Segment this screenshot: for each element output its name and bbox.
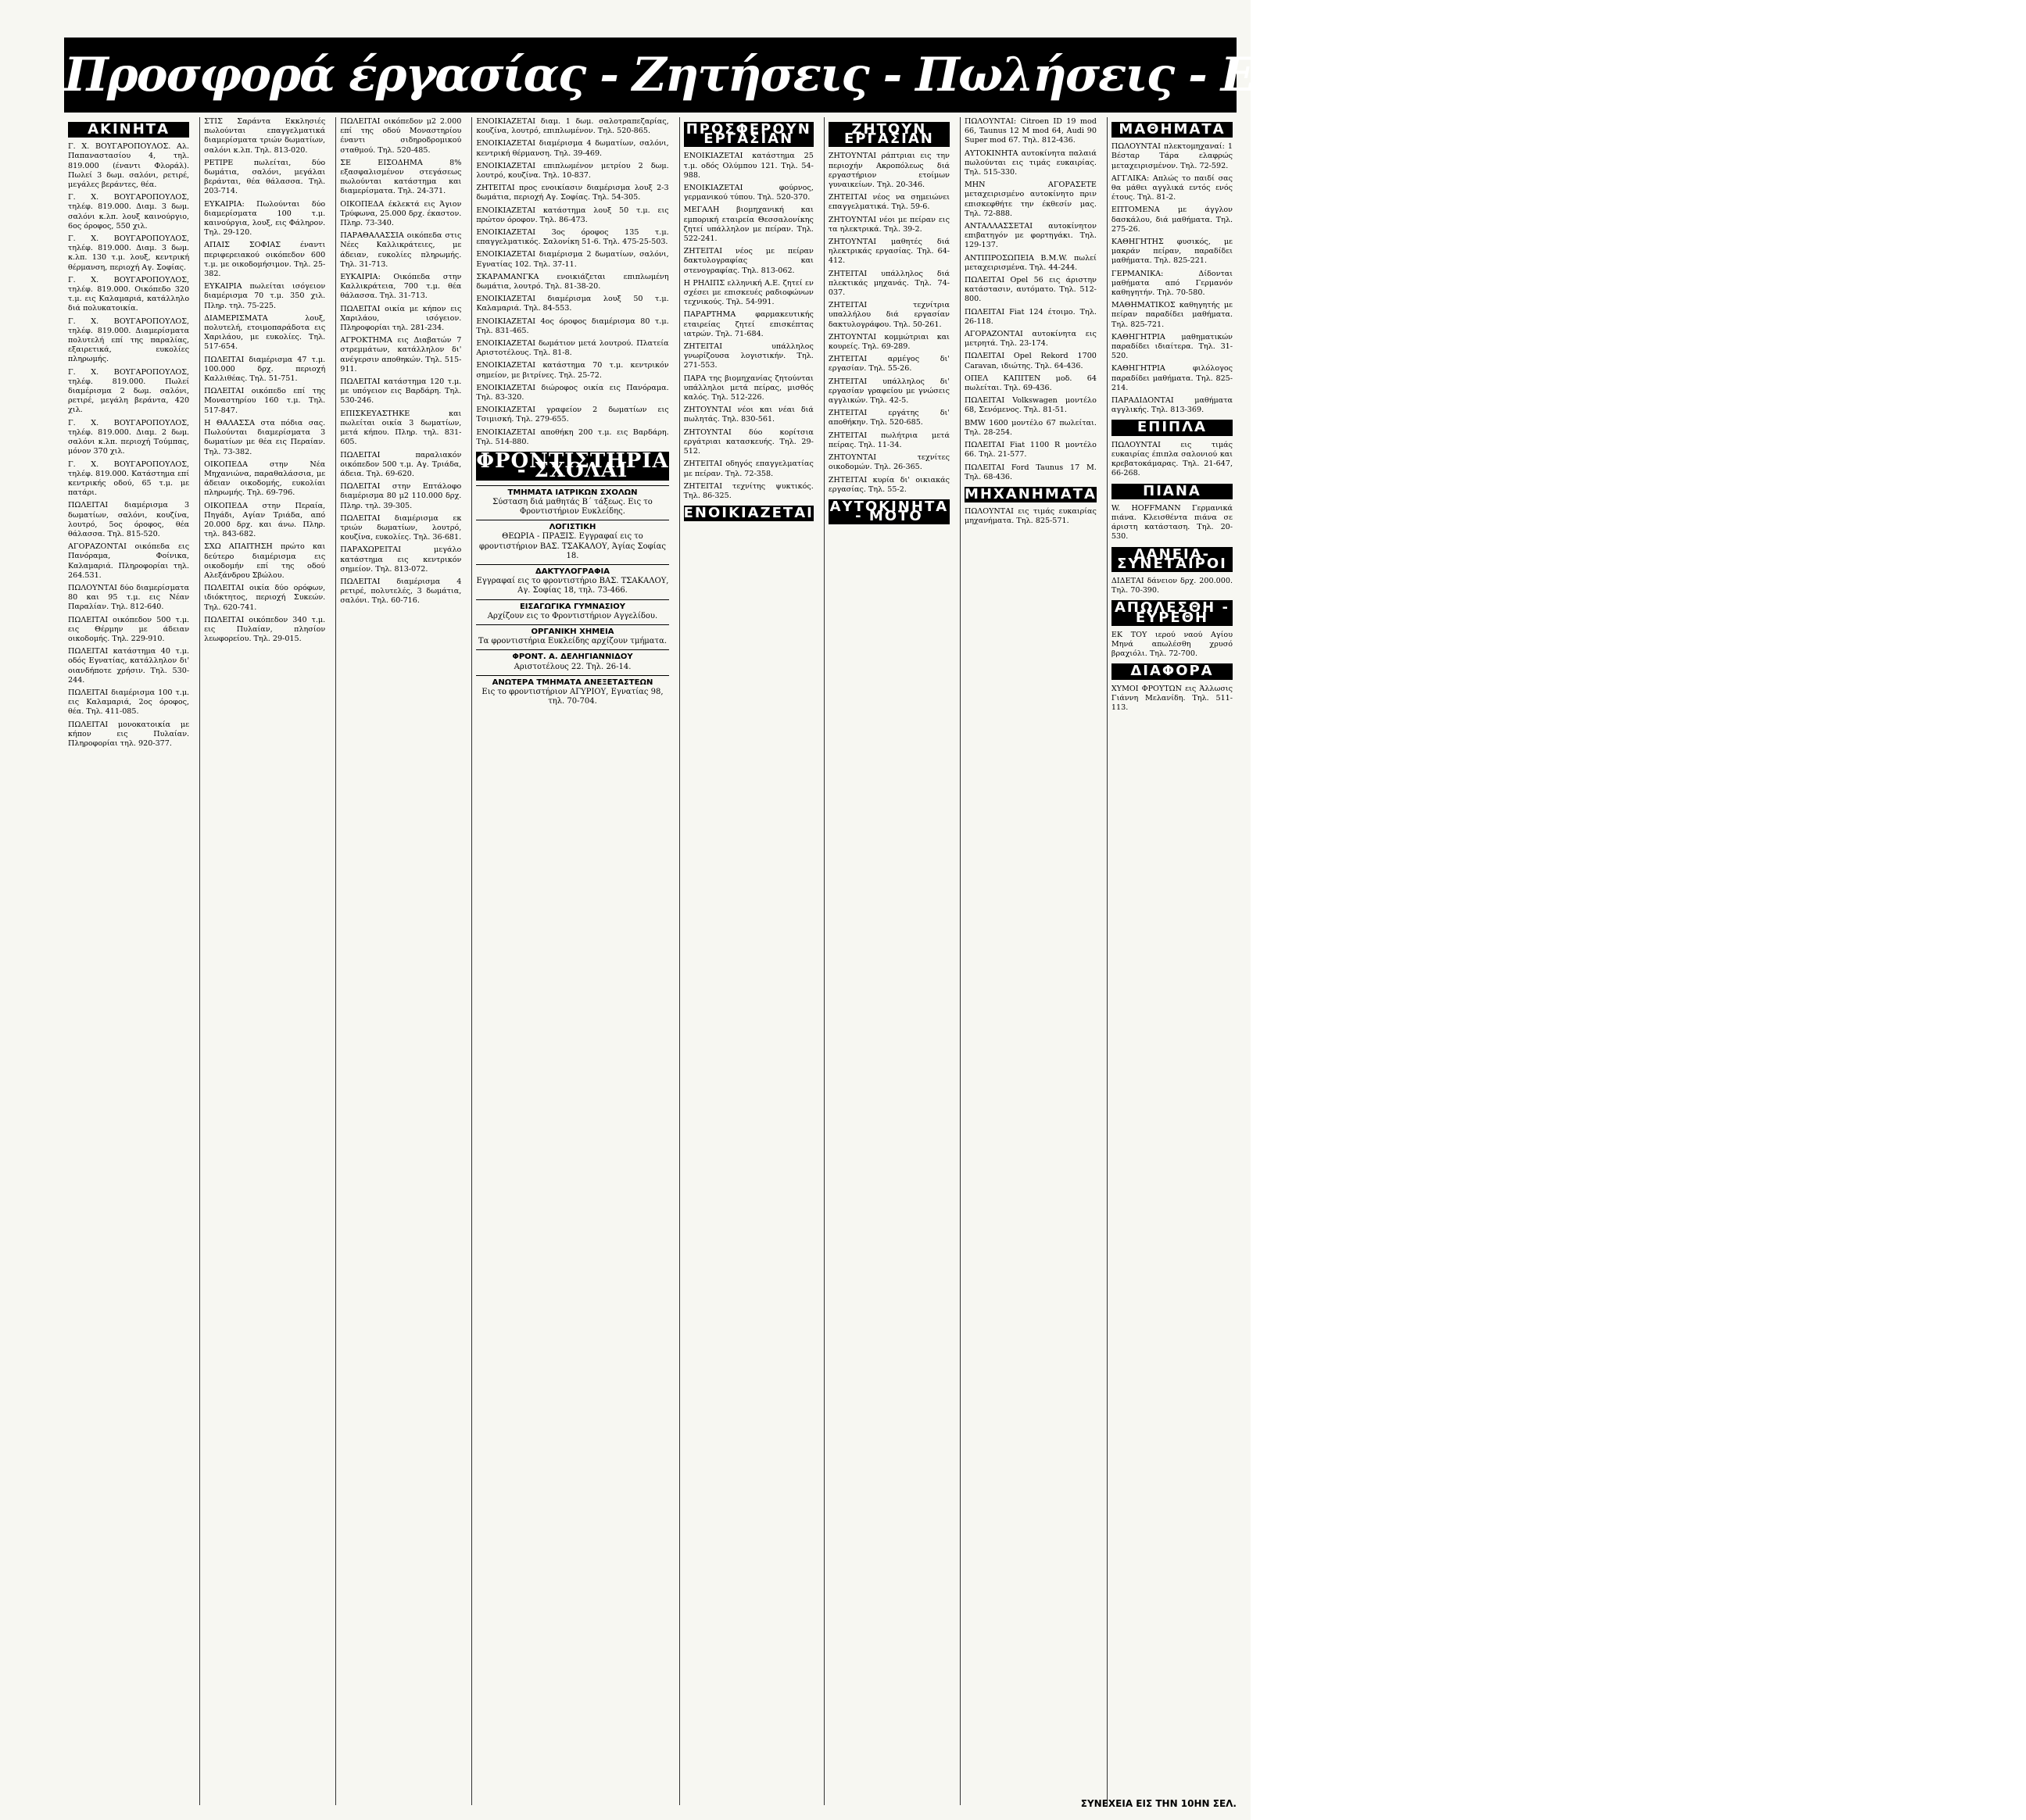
section-heading-piana: ΠΙΑΝΑ <box>1111 484 1233 499</box>
ad-piana: W. HOFFMANN Γερμανικά πιάνα. Κλεισθέντα πιάνα σε άριστη κατάσταση. Τηλ. 20-530. <box>1111 503 1233 542</box>
school-ad <box>476 520 668 561</box>
section-heading-prosferoun: ΠΡΟΣΦΕΡΟΥΝ ΕΡΓΑΣΙΑΝ <box>684 122 814 147</box>
school-ad <box>476 485 668 517</box>
classified-ad: Γ. Χ. ΒΟΥΓΑΡΟΠΟΥΛΟΣ, τηλέφ. 819.000. Οικόπεδο 320 τ.μ. εις Καλαμαριά, κατάλληλο διά πολυκατοικία. <box>68 275 190 313</box>
classified-ad: Γ. Χ. ΒΟΥΓΑΡΟΠΟΥΛΟΣ. Αλ. Παπαναστασίου 4, τηλ. 819.000 (έναντι Φλοράλ). Πωλεί 3 δωμ. σαλόνι, ρετιρέ, μεγάλες βεράντες, θέα. <box>68 142 190 190</box>
column-ads <box>1111 142 1233 415</box>
school-ad <box>476 624 668 646</box>
classified-ad: ΚΑΘΗΓΗΤΡΙΑ μαθηματικών παραδίδει ιδιαίτερα. Τηλ. 31-520. <box>1111 332 1233 361</box>
classified-ad: Γ. Χ. ΒΟΥΓΑΡΟΠΟΥΛΟΣ, τηλέφ. 819.000. Διαμ. 3 δωμ. σαλόνι κ.λπ. λουξ καινούργιο, 6ος όροφος, 550 χιλ. <box>68 193 190 231</box>
school-ad <box>476 675 668 707</box>
section-heading-zitoun: ΖΗΤΟΥΝ ΕΡΓΑΣΙΑΝ <box>829 122 950 147</box>
classifieds-columns <box>64 117 1237 1805</box>
classified-ad: ΕΝΟΙΚΙΑΖΕΤΑΙ κατάστημα 70 τ.μ. κεντρικόν σημείον, με βιτρίνες. Τηλ. 25-72. <box>476 361 669 380</box>
classified-ad: ΠΩΛΕΙΤΑΙ κατάστημα 40 τ.μ. οδός Εγνατίας, κατάλληλον δι' οιανδήποτε χρήσιν. Τηλ. 530-244. <box>68 647 190 685</box>
school-ad-title: ΟΡΓΑΝΙΚΗ ΧΗΜΕΙΑ <box>531 627 614 636</box>
classified-ad: ΑΠΑΙΣ ΣΟΦΙΑΣ έναντι περιφερειακού οικόπεδον 600 τ.μ. με οικοδομήσιμον. Τηλ. 25-382. <box>204 241 326 279</box>
classified-ad: ΖΗΤΕΙΤΑΙ αρμέγος δι' εργασίαν. Τηλ. 55-26. <box>828 355 950 374</box>
classified-ad: Γ. Χ. ΒΟΥΓΑΡΟΠΟΥΛΟΣ, τηλέφ. 819.000. Πωλεί διαμέρισμα 2 δωμ. σαλόνι, ρετιρέ, μεγάλη βεράντα, 420 χιλ. <box>68 367 190 415</box>
classified-ad: ΖΗΤΕΙΤΑΙ τεχνίτρια υπαλλήλου διά εργασίαν δακτυλογράφου. Τηλ. 50-261. <box>828 301 950 329</box>
classified-ad: ΠΩΛΕΙΤΑΙ οικόπεδον 340 τ.μ. εις Πυλαίαν, πλησίον λεωφορείου. Τηλ. 29-015. <box>204 615 326 644</box>
school-ad-body: Σύσταση διά μαθητάς Β΄ τάξεως. Εις το Φροντιστήριον Ευκλείδης. <box>492 497 653 516</box>
classified-ad: ΠΩΛΕΙΤΑΙ Volkswagen μοντέλο 68, Σενόμενος. Τηλ. 81-51. <box>964 396 1097 415</box>
classified-ad: ΠΑΡΑΘΑΛΑΣΣΙΑ οικόπεδα στις Νέες Καλλικράτειες, με άδειαν, ευκολίες πληρωμής. Τηλ. 31-713. <box>340 231 462 269</box>
classified-ad: ΠΩΛΕΙΤΑΙ Fiat 1100 R μοντέλο 66. Τηλ. 21-577. <box>964 441 1097 459</box>
classified-ad: ΖΗΤΟΥΝΤΑΙ τεχνίτες οικοδομών. Τηλ. 26-365. <box>828 453 950 472</box>
column-ads <box>684 152 814 501</box>
classified-ad: ΠΩΛΕΙΤΑΙ οικία με κήπον εις Χαριλάου, ισόγειον. Πληροφορίαι τηλ. 281-234. <box>340 304 462 333</box>
column-5 <box>679 117 818 1805</box>
classified-ad: BMW 1600 μοντέλο 67 πωλείται. Τηλ. 28-254. <box>964 418 1097 437</box>
column-ads <box>204 117 325 644</box>
classified-ad: ΑΝΤΑΛΛΑΣΣΕΤΑΙ αυτοκίνητον επιβατηγόν με φορτηγάκι. Τηλ. 129-137. <box>964 222 1097 250</box>
classified-ad: ΠΑΡΑΡΤΗΜΑ φαρμακευτικής εταιρείας ζητεί επισκέπτας ιατρών. Τηλ. 71-684. <box>683 310 814 338</box>
column-ads <box>340 117 461 606</box>
classified-ad: ΑΝΤΙΠΡΟΣΩΠΕΙΑ Β.Μ.W. πωλεί μεταχειρισμένα. Τηλ. 44-244. <box>964 253 1097 272</box>
classified-ad: ΠΩΛΕΙΤΑΙ κατάστημα 120 τ.μ. με υπόγειον εις Βαρδάρη. Τηλ. 530-246. <box>340 377 462 406</box>
classified-ad: ΠΩΛΟΥΝΤΑΙ: Citroen ID 19 mod 66, Taunus 12 M mod 64, Audi 90 Super mod 67. Τηλ. 812-436. <box>964 117 1097 145</box>
section-heading-apolesthi: ΑΠΩΛΕΣΘΗ - ΕΥΡΕΘΗ <box>1111 600 1233 625</box>
classified-ad: ΖΗΤΟΥΝΤΑΙ νέοι και νέαι διά πωλητάς. Τηλ. 830-561. <box>683 406 814 424</box>
classified-ad: Η ΘΑΛΑΣΣΑ στα πόδια σας. Πωλούνται διαμερίσματα 3 δωματίων με θέα εις Περαίαν. Τηλ. 73-382. <box>204 418 326 456</box>
classified-ad: ΕΥΚΑΙΡΙΑ: Πωλούνται δύο διαμερίσματα 100 τ.μ. καινούργια, λουξ, εις Φάληρον. Τηλ. 29-120. <box>204 199 326 238</box>
classified-ad: ΕΝΟΙΚΙΑΖΕΤΑΙ διαμέρισμα 4 δωματίων, σαλόνι, κεντρική θέρμανση. Τηλ. 39-469. <box>476 139 669 158</box>
classified-ad: ΠΩΛΕΙΤΑΙ Opel Rekord 1700 Caravan, ιδιώτης. Τηλ. 64-436. <box>964 352 1097 370</box>
section-heading-mixanimata: ΜΗΧΑΝΗΜΑΤΑ <box>964 485 1097 502</box>
classified-ad: ΕΥΚΑΙΡΙΑ: Οικόπεδα στην Καλλικράτεια, 700 τ.μ. θέα θάλασσα. Τηλ. 31-713. <box>340 273 462 301</box>
classified-ad: ΖΗΤΟΥΝΤΑΙ κομμώτριαι και κουρείς. Τηλ. 69-289. <box>828 332 950 352</box>
classified-ad: ΕΝΟΙΚΙΑΖΕΤΑΙ 4ος όροφος διαμέρισμα 80 τ.μ. Τηλ. 831-465. <box>476 316 669 335</box>
classified-ad: ΠΑΡΑΧΩΡΕΙΤΑΙ μεγάλο κατάστημα εις κεντρικόν σημείον. Τηλ. 813-072. <box>340 545 462 574</box>
school-ad <box>476 599 668 621</box>
classified-ad: ΕΠΤΟΜΕΝΑ με άγγλον δασκάλου, διά μαθήματα. Τηλ. 275-26. <box>1111 206 1233 234</box>
ad-epipla: ΠΩΛΟΥΝΤΑΙ εις τιμάς ευκαιρίας έπιπλα σαλονιού και κρεβατοκάμαρας. Τηλ. 21-647, 66-268. <box>1111 440 1233 478</box>
ad-mixanimata: ΠΩΛΟΥΝΤΑΙ εις τιμάς ευκαιρίας μηχανήματα. Τηλ. 825-571. <box>964 507 1097 526</box>
classified-ad: ΚΑΘΗΓΗΤΡΙΑ φιλόλογος παραδίδει μαθήματα. Τηλ. 825-214. <box>1111 364 1233 392</box>
classified-ad: ΕΝΟΙΚΙΑΖΕΤΑΙ επιπλωμένον μετρίου 2 δωμ. λουτρό, κουζίνα. Τηλ. 10-837. <box>476 161 669 181</box>
classified-ad: ΠΩΛΟΥΝΤΑΙ δύο διαμερίσματα 80 και 95 τ.μ. εις Νέαν Παραλίαν. Τηλ. 812-640. <box>68 583 190 612</box>
classified-ad: ΖΗΤΕΙΤΑΙ τεχνίτης ψυκτικός. Τηλ. 86-325. <box>683 481 814 500</box>
classified-ad: ΠΩΛΕΙΤΑΙ Opel 56 εις άριστην κατάστασιν, αυτόματο. Τηλ. 512-800. <box>964 276 1097 304</box>
column-4 <box>471 117 672 1805</box>
classified-ad: ΕΝΟΙΚΙΑΖΕΤΑΙ διαμέρισμα 2 δωματίων, σαλόνι, Εγνατίας 102. Τηλ. 37-11. <box>476 250 669 269</box>
classified-ad: ΠΑΡΑΔΙΔΟΝΤΑΙ μαθήματα αγγλικής. Τηλ. 813-369. <box>1111 396 1233 415</box>
classified-ad: ΠΩΛΕΙΤΑΙ διαμέρισμα 100 τ.μ. εις Καλαμαριά, 2ος όροφος, θέα. Τηλ. 411-085. <box>68 688 190 717</box>
classified-ad: ΑΓΡΟΚΤΗΜΑ εις Διαβατών 7 στρεμμάτων, κατάλληλον δι' ανέγερσιν αποθηκών. Τηλ. 515-911. <box>340 336 462 374</box>
column-3 <box>335 117 465 1805</box>
classified-ad: ΜΕΓΑΛΗ βιομηχανική και εμπορική εταιρεία Θεσσαλονίκης ζητεί υπάλληλον με πείραν. Τηλ. 522-241. <box>683 206 814 244</box>
classified-ad: Η ΡΗΛΙΠΣ ελληνική Α.Ε. ζητεί εν σχέσει με επισκευές ραδιοφώνων τεχνικούς. Τηλ. 54-991. <box>683 278 814 307</box>
classified-ad: ΖΗΤΕΙΤΑΙ προς ενοικίασιν διαμέρισμα λουξ 2-3 δωμάτια, περιοχή Αγ. Σοφίας. Τηλ. 54-305. <box>476 184 669 202</box>
continued-note: ΣΥΝΕΧΕΙΑ ΕΙΣ ΤΗΝ 10ΗΝ ΣΕΛ. <box>1080 1798 1237 1809</box>
classified-ad: ΖΗΤΟΥΝΤΑΙ μαθητές διά ηλεκτρικάς εργασίας. Τηλ. 64-412. <box>828 238 950 266</box>
page-banner: Προσφορά έργασίας - Ζητήσεις - Πωλήσεις - Ενοικιάσεις - Άγοραί - Ακίνητα <box>64 38 1237 113</box>
classified-ad: Γ. Χ. ΒΟΥΓΑΡΟΠΟΥΛΟΣ, τηλέφ. 819.000. Διαμερίσματα πολυτελή επί της παραλίας, εξαιρετικά, ευκολίες πληρωμής. <box>68 316 190 364</box>
classified-ad: ΠΩΛΕΙΤΑΙ διαμέρισμα 47 τ.μ. 100.000 δρχ. περιοχή Καλλιθέας. Τηλ. 51-751. <box>204 355 326 384</box>
section-heading-enoikiazetai: ΕΝΟΙΚΙΑΖΕΤΑΙ <box>683 505 814 522</box>
school-ad-body: Εις το φροντιστήριον ΑΓΥΡΙΟΥ, Εγνατίας 98, τηλ. 70-704. <box>481 687 664 706</box>
classified-ad: ΠΩΛΕΙΤΑΙ διαμέρισμα 4 ρετιρέ, πολυτελές, 3 δωμάτια, σαλόνι. Τηλ. 60-716. <box>340 577 462 606</box>
classified-ad: ΕΝΟΙΚΙΑΖΕΤΑΙ κατάστημα 25 τ.μ. οδός Ολύμπου 121. Τηλ. 54-988. <box>683 152 814 180</box>
classified-ad: ΕΝΟΙΚΙΑΖΕΤΑΙ αποθήκη 200 τ.μ. εις Βαρδάρη. Τηλ. 514-880. <box>476 427 669 446</box>
classified-ad: ΕΝΟΙΚΙΑΖΕΤΑΙ κατάστημα λουξ 50 τ.μ. εις πρώτον όροφον. Τηλ. 86-473. <box>476 206 669 224</box>
classified-ad: ΠΩΛΕΙΤΑΙ οικόπεδον μ2 2.000 επί της οδού Μοναστηρίου έναντι σιδηροδρομικού σταθμού. Τηλ. 520-485. <box>340 117 462 155</box>
classified-ad: ΠΩΛΕΙΤΑΙ Fiat 124 έτοιμο. Τηλ. 26-118. <box>964 307 1097 326</box>
classified-ad: ΣΧΩ ΑΠΑΙΤΗΣΗ πρώτο και δεύτερο διαμέρισμα εις οικοδομήν επί της οδού Αλεξάνδρου Σβώλου. <box>204 542 326 580</box>
classified-ad: ΖΗΤΟΥΝΤΑΙ ράπτριαι εις την περιοχήν Ακροπόλεως διά εργαστήριον ετοίμων γυναικείων. Τηλ. 20-346. <box>828 152 950 190</box>
classified-ad: ΠΩΛΕΙΤΑΙ Ford Taunus 17 Μ. Τηλ. 68-436. <box>964 463 1097 481</box>
school-ad-title: ΛΟΓΙΣΤΙΚΗ <box>549 523 596 532</box>
classified-ad: ΓΕΡΜΑΝΙΚΑ: Δίδονται μαθήματα από Γερμανόν καθηγητήν. Τηλ. 70-580. <box>1111 269 1233 298</box>
school-ad-title: ΑΝΩΤΕΡΑ ΤΜΗΜΑΤΑ ΑΝΕΞΕΤΑΣΤΕΩΝ <box>492 678 653 687</box>
section-heading-diafora: ΔΙΑΦΟΡΑ <box>1111 663 1233 679</box>
classified-ad: ΕΠΙΣΚΕΥΑΣΤΗΚΕ και πωλείται οικία 3 δωματίων, μετά κήπου. Πληρ. τηλ. 831-605. <box>340 409 462 447</box>
ad-diafora: ΧΥΜΟΙ ΦΡΟΥΤΩΝ εις Άλλωσις Γιάννη Μελανίδη. Τηλ. 511-113. <box>1111 684 1233 712</box>
classified-ad: ΖΗΤΕΙΤΑΙ πωλήτρια μετά πείρας. Τηλ. 11-34. <box>828 431 950 449</box>
classified-ad: Γ. Χ. ΒΟΥΓΑΡΟΠΟΥΛΟΣ, τηλέφ. 819.000. Διαμ. 2 δωμ. σαλόνι κ.λπ. περιοχή Τούμπας, μόνον 370 χιλ. <box>68 418 190 456</box>
classified-ad: ΡΕΤΙΡΕ πωλείται, δύο δωμάτια, σαλόνι, μεγάλαι βεράνται, θέα θάλασσα. Τηλ. 203-714. <box>204 158 326 196</box>
classified-ad: ΕΝΟΙΚΙΑΖΕΤΑΙ γραφείον 2 δωματίων εις Τσιμισκή. Τηλ. 279-655. <box>476 406 669 424</box>
classified-ad: ΚΑΘΗΓΗΤΗΣ φυσικός, με μακράν πείραν, παραδίδει μαθήματα. Τηλ. 825-221. <box>1111 238 1233 266</box>
ad-daneia: ΔΙΔΕΤΑΙ δάνειον δρχ. 200.000. Τηλ. 70-390. <box>1111 576 1233 595</box>
school-ad-body: Εγγραφαί εις το φροντιστήριο ΒΑΣ. ΤΣΑΚΑΛΟΥ, Αγ. Σοφίας 18, τηλ. 73-466. <box>476 577 669 595</box>
section-heading-akinita: ΑΚΙΝΗΤΑ <box>68 122 189 138</box>
classified-ad: ΠΩΛΕΙΤΑΙ παραλιακόν οικόπεδον 500 τ.μ. Αγ. Τριάδα, άδεια. Τηλ. 69-620. <box>340 450 462 478</box>
section-heading-daneia: ΔΑΝΕΙΑ-ΣΥΝΕΤΑΙΡΟΙ <box>1111 547 1233 572</box>
classified-ad: ΖΗΤΕΙΤΑΙ υπάλληλος γνωρίζουσα λογιστικήν. Τηλ. 271-553. <box>683 342 814 370</box>
classified-ad: ΣΚΑΡΑΜΑΝΓΚΑ ενοικιάζεται επιπλωμένη δωμάτια, λουτρό. Τηλ. 81-38-20. <box>476 272 669 291</box>
classified-ad: ΖΗΤΕΙΤΑΙ νέος να σημειώνει επαγγελματικά. Τηλ. 59-6. <box>828 193 950 212</box>
classified-ad: ΖΗΤΕΙΤΑΙ υπάλληλος δι' εργασίαν γραφείου με γνώσεις αγγλικών. Τηλ. 42-5. <box>828 377 950 406</box>
classified-ad: ΟΙΚΟΠΕΔΑ στην Περαία, Πηγάδι, Αγίαν Τριάδα, από 20.000 δρχ. και άνω. Πληρ. τηλ. 843-682. <box>204 501 326 539</box>
classified-ad: ΕΝΟΙΚΙΑΖΕΤΑΙ διαμ. 1 δωμ. σαλοτραπεζαρίας, κουζίνα, λουτρό, επιπλωμένον. Τηλ. 520-865. <box>476 117 669 136</box>
classified-ad: ΕΥΚΑΙΡΙΑ πωλείται ισόγειον διαμέρισμα 70 τ.μ. 350 χιλ. Πληρ. τηλ. 75-225. <box>204 282 326 310</box>
school-ad-title: ΦΡΟΝΤ. Α. ΔΕΛΗΓΙΑΝΝΙΔΟΥ <box>512 653 633 662</box>
classified-ad: ΜΗΝ ΑΓΟΡΑΣΕΤΕ μεταχειρισμένο αυτοκίνητο πριν επισκεφθήτε την έκθεσίν μας. Τηλ. 72-888. <box>964 181 1097 218</box>
classified-ad: Γ. Χ. ΒΟΥΓΑΡΟΠΟΥΛΟΣ, τηλέφ. 819.000. Κατάστημα επί κεντρικής οδού, 65 τ.μ. με πατάρι. <box>68 459 190 498</box>
column-ads <box>965 117 1097 482</box>
classified-ad: ΖΗΤΟΥΝΤΑΙ νέοι με πείραν εις τα ηλεκτρικά. Τηλ. 39-2. <box>828 215 950 234</box>
classified-ad: ΕΝΟΙΚΙΑΖΕΤΑΙ δωμάτιον μετά λουτρού. Πλατεία Αριστοτέλους. Τηλ. 81-8. <box>476 339 669 358</box>
classified-ad: ΑΓΟΡΑΖΟΝΤΑΙ οικόπεδα εις Πανόραμα, Φοίνικα, Καλαμαριά. Πληροφορίαι τηλ. 264.531. <box>68 542 190 580</box>
classified-ad: ΖΗΤΕΙΤΑΙ υπάλληλος διά πλεκτικάς μηχανάς. Τηλ. 74-037. <box>828 269 950 298</box>
classified-ad: ΑΓΓΛΙΚΑ: Απλώς το παιδί σας θα μάθει αγγλικά εντός ενός έτους. Τηλ. 81-2. <box>1111 173 1233 202</box>
classified-ad: ΠΩΛΕΙΤΑΙ στην Επτάλοφο διαμέρισμα 80 μ2 110.000 δρχ. Πληρ. τηλ. 39-305. <box>340 482 462 510</box>
schools-list <box>476 485 668 707</box>
classified-ad: ΠΩΛΕΙΤΑΙ διαμέρισμα εκ τριών δωματίων, λουτρό, κουζίνα, ευκολίες. Τηλ. 36-681. <box>340 513 462 542</box>
school-ad-title: ΤΜΗΜΑΤΑ ΙΑΤΡΙΚΩΝ ΣΧΟΛΩΝ <box>507 488 638 497</box>
classified-ad: ΕΝΟΙΚΙΑΖΕΤΑΙ 3ος όροφος 135 τ.μ. επαγγελματικός. Σαλονίκη 51-6. Τηλ. 475-25-503. <box>476 228 669 247</box>
school-ad-body: Αρχίζουν εις το Φροντιστήριον Αγγελίδου. <box>487 611 658 620</box>
classified-ad: ΠΩΛΕΙΤΑΙ μονοκατοικία με κήπον εις Πυλαίαν. Πληροφορίαι τηλ. 920-377. <box>68 720 190 748</box>
column-2 <box>199 117 329 1805</box>
classified-ad: ΠΑΡΑ της βιομηχανίας ζητούνται υπάλληλοι μετά πείρας, μισθός καλός. Τηλ. 512-226. <box>683 374 814 402</box>
section-heading-frontistiria: ΦΡΟΝΤΙΣΤΗΡΙΑ - ΣΧΟΛΑΙ <box>476 449 669 483</box>
school-ad <box>476 649 668 671</box>
classified-ad: ΠΩΛΕΙΤΑΙ οικόπεδο επί της Μοναστηρίου 160 τ.μ. Τηλ. 517-847. <box>204 387 326 415</box>
classified-ad: ΑΓΟΡΑΖΟΝΤΑΙ αυτοκίνητα εις μετρητά. Τηλ. 23-174. <box>964 330 1097 349</box>
column-ads <box>829 152 950 495</box>
classified-ad: ΣΤΙΣ Σαράντα Εκκλησιές πωλούνται επαγγελματικά διαμερίσματα τριών δωματίων, σαλόνι κ.λπ. Τηλ. 813-020. <box>204 117 326 155</box>
school-ad-body: ΘΕΩΡΙΑ - ΠΡΑΞΙΣ. Εγγραφαί εις το φροντιστήριον ΒΑΣ. ΤΣΑΚΑΛΟΥ, Άγίας Σοφίας 18. <box>479 532 666 560</box>
classified-ad: Γ. Χ. ΒΟΥΓΑΡΟΠΟΥΛΟΣ, τηλέφ. 819.000. Διαμ. 3 δωμ. κ.λπ. 130 τ.μ. λουξ, κεντρική θέρμανση, περιοχή Αγ. Σοφίας. <box>68 234 190 272</box>
classified-ad: ΟΠΕΛ ΚΑΠΙΤΕΝ μοδ. 64 πωλείται. Τηλ. 69-436. <box>964 374 1097 393</box>
school-ad-body: Αριστοτέλους 22. Τηλ. 26-14. <box>514 662 632 671</box>
column-6 <box>824 117 954 1805</box>
classified-ad: ΕΝΟΙΚΙΑΖΕΤΑΙ διώροφος οικία εις Πανόραμα. Τηλ. 83-320. <box>476 383 669 402</box>
school-ad <box>476 564 668 596</box>
column-ads <box>68 142 189 749</box>
classified-ad: ΔΙΑΜΕΡΙΣΜΑΤΑ λουξ, πολυτελή, ετοιμοπαράδοτα εις Χαριλάου, με ευκολίες. Τηλ. 517-654. <box>204 313 326 352</box>
section-heading-mathimata: ΜΑΘΗΜΑΤΑ <box>1111 122 1233 138</box>
column-1 <box>64 117 193 1805</box>
classified-ad: ΠΩΛΕΙΤΑΙ οικόπεδον 500 τ.μ. εις Θέρμην με άδειαν οικοδομής. Τηλ. 229-910. <box>68 615 190 643</box>
classified-ad: ΠΩΛΕΙΤΑΙ οικία δύο ορόφων, ιδιόκτητος, περιοχή Συκεών. Τηλ. 620-741. <box>204 584 326 612</box>
classified-ad: ΖΗΤΕΙΤΑΙ οδηγός επαγγελματίας με πείραν. Τηλ. 72-358. <box>683 459 814 478</box>
classified-ad: ΖΗΤΕΙΤΑΙ νέος με πείραν δακτυλογραφίας και στενογραφίας. Τηλ. 813-062. <box>683 247 814 275</box>
classified-ad: ΠΩΛΕΙΤΑΙ διαμέρισμα 3 δωματίων, σαλόνι, κουζίνα, λουτρό, 5ος όροφος, θέα θάλασσα. Τηλ. 815-520. <box>68 501 190 538</box>
classified-ad: ΖΗΤΕΙΤΑΙ εργάτης δι' αποθήκην. Τηλ. 520-685. <box>828 409 950 427</box>
classified-ad: ΑΥΤΟΚΙΝΗΤΑ αυτοκίνητα παλαιά πωλούνται εις τιμάς ευκαιρίας. Τηλ. 515-330. <box>964 148 1097 177</box>
classified-ad: ΖΗΤΕΙΤΑΙ κυρία δι' οικιακάς εργασίας. Τηλ. 55-2. <box>828 475 950 494</box>
section-heading-epipla: ΕΠΙΠΛΑ <box>1111 420 1233 435</box>
classified-ad: ΜΑΘΗΜΑΤΙΚΟΣ καθηγητής με πείραν παραδίδει μαθήματα. Τηλ. 825-721. <box>1111 301 1233 329</box>
column-7 <box>960 117 1101 1805</box>
classified-ad: ΟΙΚΟΠΕΔΑ στην Νέα Μηχανιώνα, παραθαλάσσια, με άδειαν οικοδομής, ευκολίαι πληρωμής. Τηλ. 69-796. <box>204 459 326 498</box>
classified-ad: ΕΝΟΙΚΙΑΖΕΤΑΙ διαμέρισμα λουξ 50 τ.μ. Καλαμαριά. Τηλ. 84-553. <box>476 295 669 313</box>
classified-ad: ΠΩΛΟΥΝΤΑΙ πλεκτομηχαναί: 1 Βέσταρ Τάρα ελαφρώς μεταχειρισμένον. Τηλ. 72-592. <box>1111 142 1233 170</box>
school-ad-title: ΕΙΣΑΓΩΓΙΚΑ ΓΥΜΝΑΣΙΟΥ <box>519 602 625 611</box>
school-ad-body: Τα φροντιστήρια Ευκλείδης αρχίζουν τμήματα. <box>478 637 668 646</box>
column-ads <box>476 117 668 447</box>
classified-ad: ΕΝΟΙΚΙΑΖΕΤΑΙ φούρνος, γερμανικού τύπου. Τηλ. 520-370. <box>683 184 814 202</box>
classified-ad: ΖΗΤΟΥΝΤΑΙ δύο κορίτσια εργάτριαι κατασκευής. Τηλ. 29-512. <box>683 427 814 456</box>
classified-ad: ΟΙΚΟΠΕΔΑ έκλεκτά εις Άγιον Τρύφωνα, 25.000 δρχ. έκαστον. Πληρ. 73-340. <box>340 199 462 228</box>
classified-ad: ΣΕ ΕΙΣΟΔΗΜΑ 8% εξασφαλισμένον στεγάσεως πωλούνται κατάστημα και διαμερίσματα. Τηλ. 24-371. <box>340 158 462 196</box>
school-ad-title: ΔΑΚΤΥΛΟΓΡΑΦΙΑ <box>535 567 610 576</box>
ad-apolesthi: ΕΚ ΤΟΥ ιερού ναού Αγίου Μηνά απωλέσθη χρυσό βραχιόλι. Τηλ. 72-700. <box>1111 630 1233 659</box>
column-8 <box>1107 117 1237 1805</box>
section-heading-autokinita: ΑΥΤΟΚΙΝΗΤΑ - ΜΟΤΟ <box>829 498 949 525</box>
